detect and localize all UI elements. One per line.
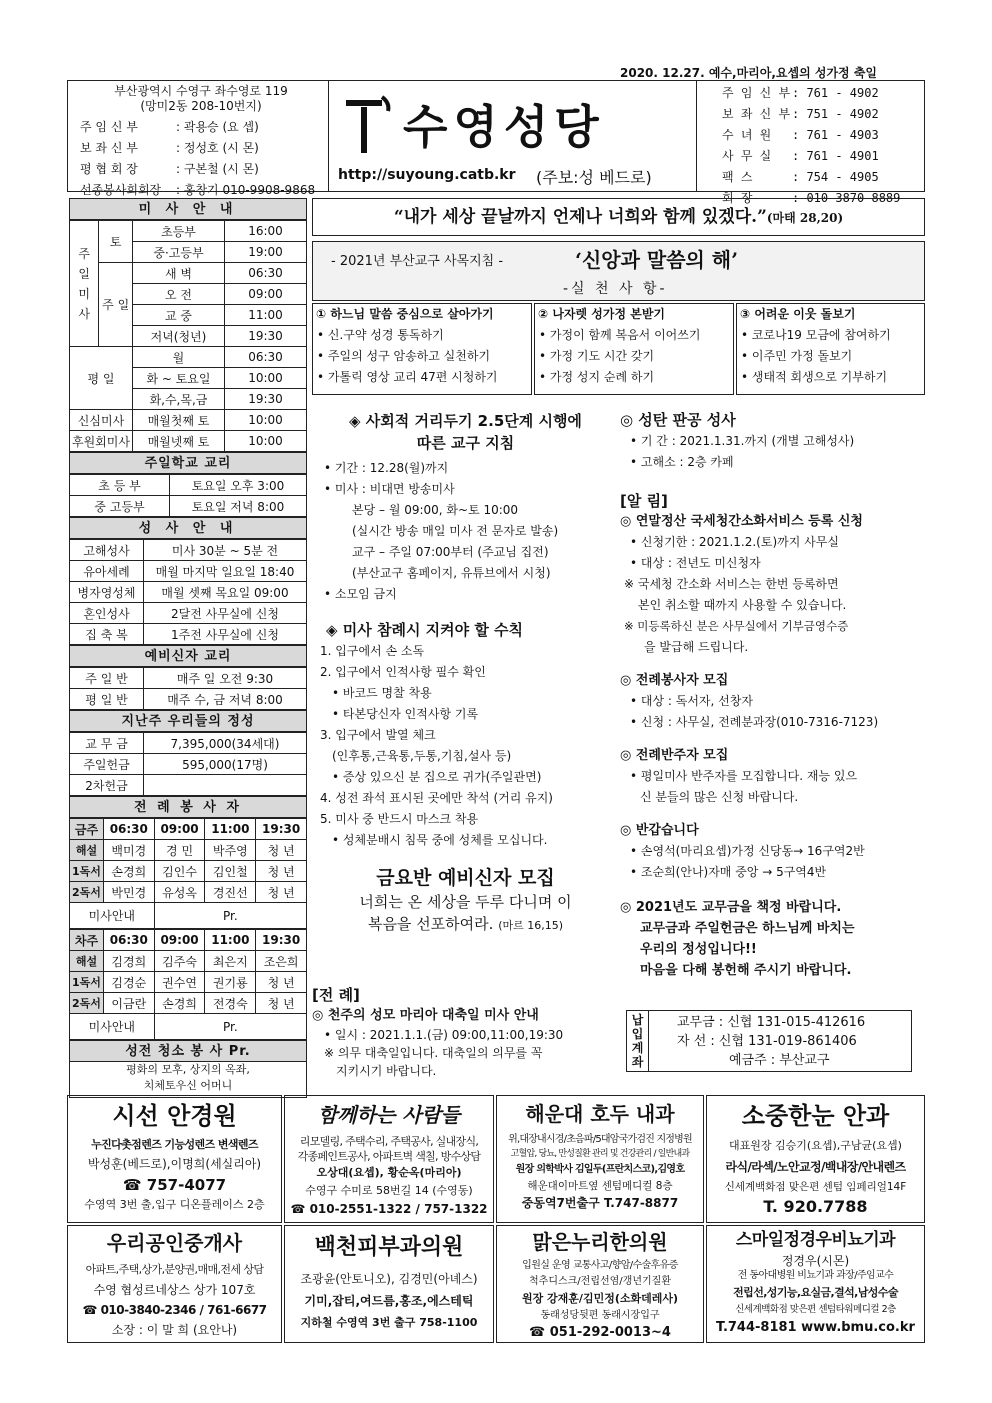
practice-item: • 생태적 회생으로 기부하기 — [741, 370, 888, 384]
server-name: 김인수 — [154, 861, 205, 882]
practice-head: ② 나자렛 성가정 본받기 — [538, 307, 666, 321]
friday-ref: (마르 16,15) — [498, 919, 564, 932]
time-header: 09:00 — [154, 819, 205, 840]
ad-line: 정경우(시몬) — [781, 1254, 850, 1268]
address-line: 부산광역시 수영구 좌수영로 119 — [114, 84, 288, 98]
role: 1독서 — [70, 861, 104, 882]
bank-line: 예금주 : 부산교구 — [729, 1053, 830, 1068]
ad-oriental-clinic — [496, 1225, 704, 1343]
server-name: 경 민 — [154, 840, 205, 861]
address-line: (망미2동 208-10번지) — [140, 99, 262, 113]
ad-title: 맑은누리한의원 — [532, 1230, 668, 1254]
sunday-school-table — [69, 474, 307, 517]
ad-dermatology — [284, 1225, 494, 1343]
server-name: 김경순 — [103, 972, 154, 993]
server-name: 손경희 — [154, 993, 205, 1014]
distance-line: (실시간 방송 매일 미사 전 문자로 발송) — [352, 524, 559, 538]
ad-title: 소중한눈 안과 — [741, 1102, 890, 1130]
friday-line: 복음을 선포하여라. — [367, 915, 494, 933]
ad-line: 고혈압, 당뇨, 만성질환 관리 및 건강관리 / 일반내과 — [510, 1149, 690, 1159]
mass-title: 미 사 안 내 — [69, 198, 307, 220]
mass-name: 오 전 — [132, 284, 224, 305]
quote-ref: (마태 28,20) — [766, 211, 844, 225]
server-name: 청 년 — [256, 882, 307, 903]
liturgy-head: ◎ 천주의 성모 마리아 대축일 미사 안내 — [312, 1008, 539, 1023]
ad-phone: ☎ 051-292-0013~4 — [529, 1325, 671, 1340]
server-name: 청 년 — [256, 972, 307, 993]
cleaning-line: 평화의 모후, 상지의 옥좌, — [126, 1063, 250, 1076]
server-name: 권기룡 — [205, 972, 256, 993]
catechumen-table — [69, 667, 307, 710]
christmas-line: • 기 간 : 2021.1.31.까지 (개별 고해성사) — [630, 434, 855, 448]
rule-line: • 바코드 명찰 착용 — [332, 686, 432, 700]
notice-line: 신 분들의 많은 신청 바랍니다. — [640, 790, 799, 804]
mass-name: 월 — [132, 347, 224, 368]
sacrament-name: 집 축 복 — [70, 624, 144, 645]
mass-time: 09:00 — [224, 284, 306, 305]
practice-item: • 가정 성지 순례 하기 — [539, 370, 655, 384]
class-name: 중 고등부 — [70, 496, 170, 517]
notice-head: ◎ 전례반주자 모집 — [620, 748, 729, 763]
mass-time: 10:00 — [224, 431, 306, 452]
ad-line: 동래성당뒷편 동래시장입구 — [540, 1310, 660, 1321]
server-name: 청 년 — [256, 840, 307, 861]
mass-name: 초등부 — [132, 221, 224, 242]
sacrament-name: 혼인성사 — [70, 603, 144, 624]
role: 1독서 — [70, 972, 104, 993]
mass-time: 11:00 — [224, 305, 306, 326]
christmas-head: ◎ 성탄 판공 성사 — [620, 411, 736, 429]
ad-line: 라식/라섹/노안교정/백내장/안내렌즈 — [725, 1160, 906, 1174]
ad-line: 대표원장 김승기(요셉),구남균(요셉) — [729, 1139, 902, 1152]
ad-line: 해운대이마트옆 센텀메디컬 8층 — [527, 1180, 673, 1192]
ad-line: 신세계백화점 맞은편 센텀타워메디컬 2층 — [735, 1304, 896, 1315]
server-name: 경진선 — [205, 882, 256, 903]
ad-title: 스마일정경우비뇨기과 — [735, 1230, 896, 1250]
sunday-mass-label: 주 일 미 사 — [70, 221, 99, 347]
ad-optician — [67, 1095, 282, 1223]
offering-name: 주일헌금 — [70, 754, 144, 775]
practice-item: • 주일의 성구 암송하고 실천하기 — [317, 349, 491, 363]
ad-realtor — [67, 1225, 282, 1343]
offering-amount: 7,395,000(34세대) — [144, 733, 307, 754]
notice-line: • 대상 : 독서자, 선창자 — [630, 694, 753, 708]
practice-item: • 이주민 가정 돌보기 — [741, 349, 853, 363]
notice-label: [알 림] — [620, 492, 668, 510]
mass-name: 신심미사 — [70, 410, 133, 431]
rule-line: 2. 입구에서 인적사항 필수 확인 — [320, 665, 486, 679]
staff-list: 주 임 신 부 : 곽용승 (요 셉) 보 좌 신 부 : 정성호 (시 몬) 평 협 회 장 : 구본철 (시 몬) 선종봉사회회장 : 홍창기 010-9908-9868 — [80, 120, 316, 197]
ad-line: 각종페인트공사, 아파트벽 색칠, 방수상담 — [297, 1150, 481, 1163]
notice-line: • 대상 : 전년도 미신청자 — [630, 556, 761, 570]
ad-phone: T.744-8181 www.bmu.co.kr — [716, 1320, 915, 1335]
offering-amount — [144, 775, 307, 796]
sacrament-info: 매월 셋째 목요일 09:00 — [144, 582, 307, 603]
sat-label: 토 — [99, 221, 133, 263]
time-header: 19:30 — [256, 819, 307, 840]
practice-item: • 가정 기도 시간 갖기 — [539, 349, 655, 363]
rule-line: (인후통,근육통,두통,기침,설사 등) — [332, 749, 512, 763]
issue-date: 2020. 12.27. 예수,마리아,요셉의 성가정 축일 — [620, 66, 877, 80]
bank-line: 자 선 : 신협 131-019-861406 — [677, 1034, 857, 1049]
server-name: 박주영 — [205, 840, 256, 861]
practice-title: -실 천 사 항- — [563, 281, 668, 297]
mass-guide-value: Pr. — [154, 903, 306, 929]
time-header: 11:00 — [205, 819, 256, 840]
cleaning-groups — [69, 1062, 307, 1098]
bank-label: 납입계좌 — [627, 1011, 649, 1071]
sacrament-info: 매월 마지막 일요일 18:40 — [144, 561, 307, 582]
ad-line: 전립선,성기능,요실금,결석,남성수술 — [733, 1286, 898, 1299]
practice-item: • 가톨릭 영상 교리 47편 시청하기 — [317, 370, 498, 384]
server-name: 이금란 — [103, 993, 154, 1014]
bank-lines — [677, 1013, 865, 1070]
mass-time: 06:30 — [224, 347, 306, 368]
notice-line: • 신청 : 사무실, 전례분과장(010-7316-7123) — [630, 715, 879, 729]
address-block — [76, 84, 326, 114]
sacrament-name: 병자영성체 — [70, 582, 144, 603]
catechumen-title: 예비신자 교리 — [69, 645, 307, 667]
ad-line: 신세계백화점 맞은편 센텀 임페리얼14F — [724, 1181, 907, 1193]
distance-line: • 기간 : 12.28(월)까지 — [324, 461, 449, 475]
ad-line: 수영구 수미로 58번길 14 (수영동) — [305, 1184, 473, 1197]
distance-line: 본당 – 월 09:00, 화~토 10:00 — [352, 503, 519, 517]
ad-phone: 중동역7번출구 T.747-8877 — [521, 1196, 679, 1210]
server-name: 백미경 — [103, 840, 154, 861]
rule-line: 1. 입구에서 손 소독 — [320, 644, 425, 658]
ad-line: 원장 강재훈/김민정(소화데레사) — [521, 1292, 679, 1305]
ad-line: 척추디스크/전립선염/갱년기질환 — [529, 1276, 671, 1287]
class-name: 평 일 반 — [70, 689, 144, 710]
server-name: 권수연 — [154, 972, 205, 993]
week-label: 금주 — [70, 819, 104, 840]
ad-line: 누진다촛점렌즈 기능성렌즈 변색렌즈 — [91, 1138, 258, 1151]
ad-title: 백천피부과의원 — [314, 1234, 464, 1260]
ad-internal-medicine — [496, 1095, 704, 1223]
website-link[interactable]: http://suyoung.catb.kr — [338, 167, 516, 183]
notice-line: ※ 국세청 간소화 서비스는 한번 등록하면 — [624, 577, 839, 591]
notice-head: ◎ 반갑습니다 — [620, 823, 699, 838]
mass-guide-label: 미사안내 — [70, 903, 155, 929]
parish-title: 수영성당 — [403, 100, 605, 154]
divider — [328, 80, 329, 192]
notice-line: • 손영석(마리요셉)가정 신당동→ 16구역2반 — [630, 844, 865, 858]
rule-line: • 증상 있으신 분 집으로 귀가(주일관면) — [332, 770, 542, 784]
pastoral-guideline — [312, 241, 925, 301]
notice-head: ◎ 전례봉사자 모집 — [620, 673, 729, 688]
christmas-line: • 고해소 : 2층 카페 — [630, 455, 734, 469]
time-header: 11:00 — [205, 930, 256, 951]
mass-name: 화 ~ 토요일 — [132, 368, 224, 389]
mass-guide-value: Pr. — [154, 1014, 306, 1040]
time-header: 09:00 — [154, 930, 205, 951]
left-column — [69, 198, 307, 1098]
mass-guide-label: 미사안내 — [70, 1014, 155, 1040]
ad-line: 원장 의학박사 김일두(프란치스코),김영호 — [515, 1164, 685, 1175]
server-name: 조은희 — [256, 951, 307, 972]
ad-line: 위,대장내시경/초음파/5대암국가검진 지정병원 — [508, 1134, 692, 1145]
ad-line: 소장 : 이 말 희 (요안나) — [111, 1323, 238, 1337]
rule-line: 3. 입구에서 발열 체크 — [320, 728, 436, 742]
servers-this-week — [69, 818, 307, 929]
ad-phone: 지하철 수영역 3번 출구 758-1100 — [300, 1316, 478, 1329]
class-time: 매주 수, 금 저녁 8:00 — [144, 689, 307, 710]
practice-grid — [312, 303, 925, 395]
dues-line: 교무금과 주일헌금은 하느님께 바치는 — [640, 921, 855, 936]
ad-phone: ☎ 010-2551-1322 / 757-1322 — [290, 1202, 488, 1216]
header — [67, 80, 925, 205]
mass-time: 19:30 — [224, 326, 306, 347]
server-name: 손경희 — [103, 861, 154, 882]
mass-time: 19:00 — [224, 242, 306, 263]
ad-phone: ☎ 010-3840-2346 / 761-6677 — [82, 1303, 267, 1317]
ad-title: 해운대 호두 내과 — [525, 1102, 675, 1126]
practice-col — [312, 303, 532, 395]
cross-logo — [338, 93, 398, 163]
distance-line: • 소모임 금지 — [324, 587, 397, 601]
bank-line: 교무금 : 신협 131-015-412616 — [677, 1015, 866, 1030]
mass-name: 저녁(청년) — [132, 326, 224, 347]
sacrament-table — [69, 539, 307, 645]
patron-saint: (주보:성 베드로) — [536, 168, 652, 187]
distance-head: ◈ 사회적 거리두기 2.5단계 시행에 — [349, 412, 582, 430]
offering-name: 2차헌금 — [70, 775, 144, 796]
liturgy-section — [312, 985, 612, 1080]
server-name: 유성옥 — [154, 882, 205, 903]
sacrament-info: 2달전 사무실에 신청 — [144, 603, 307, 624]
notice-line: ※ 미등록하신 분은 사무실에서 기부금영수증 — [624, 619, 849, 633]
servers-next-week — [69, 929, 307, 1040]
ad-phone: T. 920.7788 — [763, 1197, 868, 1216]
distance-line: • 미사 : 비대면 방송미사 — [324, 482, 455, 496]
middle-column — [318, 410, 613, 937]
week-label: 차주 — [70, 930, 104, 951]
ad-line: 전 동아대병원 비뇨기과 과장/주임교수 — [737, 1270, 894, 1281]
dues-line: ◎ 2021년도 교무금을 책정 바랍니다. — [620, 900, 842, 915]
liturgy-label: [전 례] — [312, 986, 360, 1004]
quote-text: “내가 세상 끝날까지 언제나 너희와 함께 있겠다.” — [393, 207, 767, 227]
scripture-quote — [312, 198, 925, 236]
ad-line: 아파트,주택,상가,분양권,매매,전세 상담 — [85, 1263, 264, 1276]
sacrament-name: 고해성사 — [70, 540, 144, 561]
pastoral-title: ‘신앙과 말씀의 해’ — [575, 248, 739, 272]
liturgy-line: ※ 의무 대축일입니다. 대축일의 의무를 꼭 — [324, 1046, 543, 1060]
role: 해설 — [70, 840, 104, 861]
rules-head: ◈ 미사 참례시 지켜야 할 수칙 — [326, 621, 524, 639]
server-name: 박민경 — [103, 882, 154, 903]
rule-line: 4. 성전 좌석 표시된 곳에만 착석 (거리 유지) — [320, 791, 553, 805]
friday-head: 금요반 예비신자 모집 — [376, 867, 555, 889]
notice-head: ◎ 연말정산 국세청간소화서비스 등록 신청 — [620, 514, 863, 529]
mass-name: 교 중 — [132, 305, 224, 326]
distance-line: (부산교구 홈페이지, 유튜브에서 시청) — [352, 566, 551, 580]
ad-renovation — [284, 1095, 494, 1223]
divider — [696, 80, 697, 192]
ad-line: 입원실 운영 교통사고/향암/수술후유증 — [522, 1260, 678, 1271]
dues-line: 마음을 다해 봉헌해 주시기 바랍니다. — [640, 963, 852, 978]
server-name: 전경숙 — [205, 993, 256, 1014]
server-name: 김인철 — [205, 861, 256, 882]
mass-time: 19:30 — [224, 389, 306, 410]
ad-line: 조광윤(안토니오), 김경민(아녜스) — [300, 1272, 478, 1286]
ad-title: 함께하는 사람들 — [317, 1103, 461, 1127]
practice-item: • 가정이 함께 복음서 이어쓰기 — [539, 328, 701, 342]
time-header: 06:30 — [103, 819, 154, 840]
distance-head2: 따른 교구 지침 — [416, 434, 515, 452]
server-name: 김경희 — [103, 951, 154, 972]
pastoral-line: - 2021년 부산교구 사목지침 - — [331, 254, 504, 269]
practice-head: ③ 어려운 이웃 돌보기 — [740, 307, 856, 321]
class-time: 매주 일 오전 9:30 — [144, 668, 307, 689]
ad-eye-clinic — [706, 1095, 925, 1223]
class-name: 초 등 부 — [70, 475, 170, 496]
sacrament-title: 성 사 안 내 — [69, 517, 307, 539]
time-header: 19:30 — [256, 930, 307, 951]
rule-line: • 타본당신자 인적사항 기록 — [332, 707, 479, 721]
cleaning-title: 성전 청소 봉 사 Pr. — [69, 1040, 307, 1062]
cleaning-line: 치체토우신 어머니 — [143, 1079, 233, 1092]
role: 해설 — [70, 951, 104, 972]
weekday-label: 평 일 — [70, 347, 133, 410]
ad-line: 수영역 3번 출,입구 디온플레이스 2층 — [84, 1198, 265, 1211]
notice-line: • 신청기한 : 2021.1.2.(토)까지 사무실 — [630, 535, 839, 549]
ad-line: 리모델링, 주택수리, 주택공사, 실내장식, — [299, 1135, 479, 1148]
offering-title: 지난주 우리들의 정성 — [69, 710, 307, 732]
ad-line: 박성훈(베드로),이명희(세실리아) — [87, 1157, 262, 1171]
ad-phone: ☎ 757-4077 — [122, 1176, 227, 1194]
mass-name: 중·고등부 — [132, 242, 224, 263]
ad-title: 시선 안경원 — [112, 1101, 237, 1130]
liturgy-line: • 일시 : 2021.1.1.(금) 09:00,11:00,19:30 — [324, 1028, 564, 1042]
mass-name: 화,수,목,금 — [132, 389, 224, 410]
rule-line: • 성체분배시 침묵 중에 성체를 모십니다. — [332, 833, 548, 847]
mass-time: 06:30 — [224, 263, 306, 284]
right-column — [620, 410, 925, 981]
practice-col — [736, 303, 925, 395]
friday-line: 너희는 온 세상을 두루 다니며 이 — [359, 893, 572, 911]
offering-amount: 595,000(17명) — [144, 754, 307, 775]
server-name: 김주숙 — [154, 951, 205, 972]
contact-list: 주 임 신 부 : 761 - 4902 보 좌 신 부 : 751 - 4902 수 녀 원 : 761 - 4903 사 무 실 : 761 - 4901 팩 스 : 754 - 4905 회 장 : 010-3870-8889 — [722, 86, 901, 205]
mass-time: 16:00 — [224, 221, 306, 242]
sunday-school-title: 주일학교 교리 — [69, 452, 307, 474]
server-title: 전 례 봉 사 자 — [69, 796, 307, 818]
notice-line: 을 발급해 드립니다. — [644, 640, 749, 654]
ad-urology — [706, 1225, 925, 1343]
notice-line: • 평일미사 반주자를 모집합니다. 재능 있으 — [630, 769, 858, 783]
offering-table — [69, 732, 307, 796]
mass-day: 매월넷째 토 — [132, 431, 224, 452]
mass-table — [69, 220, 307, 452]
time-header: 06:30 — [103, 930, 154, 951]
distance-line: 교구 – 주일 07:00부터 (주교님 집전) — [352, 545, 549, 559]
sun-label: 주 일 — [99, 263, 133, 347]
practice-item: • 코로나19 모금에 참여하기 — [741, 328, 891, 342]
notice-line: 본인 취소할 때까지 사용할 수 있습니다. — [638, 598, 847, 612]
rule-line: 5. 미사 중 반드시 마스크 착용 — [320, 812, 479, 826]
ad-title: 우리공인중개사 — [106, 1231, 243, 1255]
offering-name: 교 무 금 — [70, 733, 144, 754]
liturgy-line: 지키시기 바랍니다. — [336, 1064, 437, 1078]
class-name: 주 일 반 — [70, 668, 144, 689]
mass-time: 10:00 — [224, 410, 306, 431]
dues-line: 우리의 정성입니다!! — [640, 942, 757, 957]
practice-head: ① 하느님 말씀 중심으로 살아가기 — [316, 307, 494, 321]
notice-line: • 조순희(안나)자매 중앙 → 5구역4반 — [630, 865, 827, 879]
class-time: 토요일 오후 3:00 — [170, 475, 307, 496]
mass-name: 새 벽 — [132, 263, 224, 284]
mass-day: 매월첫째 토 — [132, 410, 224, 431]
server-name: 청 년 — [256, 993, 307, 1014]
sacrament-info: 1주전 사무실에 신청 — [144, 624, 307, 645]
ad-line: 수영 협성르네상스 상가 107호 — [93, 1283, 256, 1297]
bank-account-box — [626, 1010, 912, 1072]
sacrament-name: 유아세례 — [70, 561, 144, 582]
practice-col — [534, 303, 734, 395]
ad-line: 오상대(요셉), 황순옥(마리아) — [316, 1166, 462, 1179]
mass-time: 10:00 — [224, 368, 306, 389]
class-time: 토요일 저녁 8:00 — [170, 496, 307, 517]
mass-name: 후원회미사 — [70, 431, 133, 452]
role: 2독서 — [70, 993, 104, 1014]
server-name: 최은지 — [205, 951, 256, 972]
ad-line: 기미,잡티,여드름,홍조,에스테틱 — [304, 1294, 474, 1308]
role: 2독서 — [70, 882, 104, 903]
practice-item: • 신.구약 성경 통독하기 — [317, 328, 444, 342]
server-name: 청 년 — [256, 861, 307, 882]
sacrament-info: 미사 30분 ~ 5분 전 — [144, 540, 307, 561]
